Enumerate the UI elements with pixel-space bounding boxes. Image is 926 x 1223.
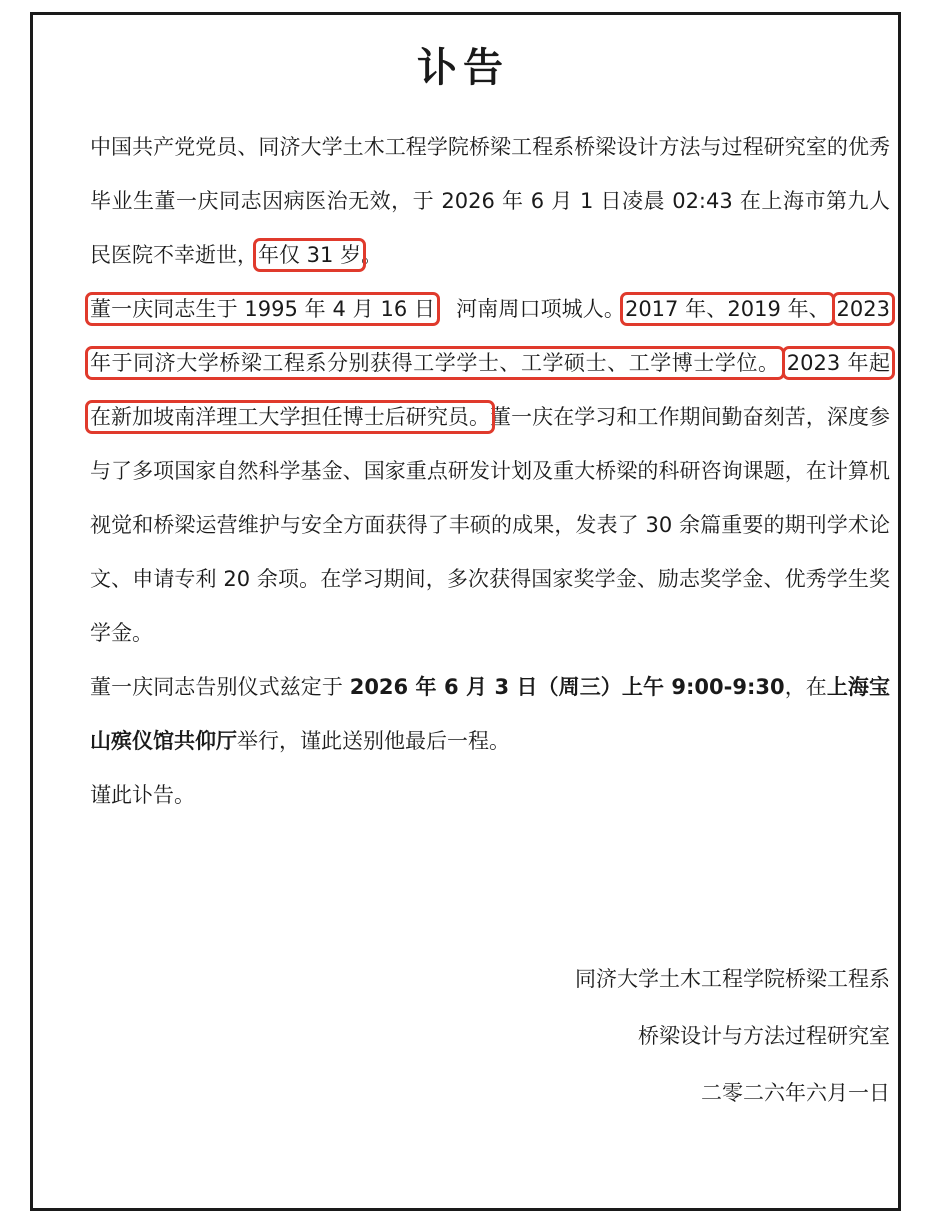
signature-lab: 桥梁设计与方法过程研究室 xyxy=(638,1024,890,1048)
age-highlight: 年仅 31 岁 xyxy=(258,243,362,267)
page-title: 讣告 xyxy=(417,45,509,91)
death-details-text: 中国共产党党员、同济大学土木工程学院桥梁工程系桥梁设计方法与过程研究室的优秀毕业生董一庆同志因病医治无效，于 2026 年 6 月 1 日凌晨 02:43 在上海市第九人民医院不幸逝世， xyxy=(90,135,890,267)
signature-date: 二零二六年六月一日 xyxy=(701,1081,890,1105)
period-text: 。 xyxy=(361,243,383,267)
birth-date-highlight: 董一庆同志生于 1995 年 4 月 16 日 xyxy=(90,297,436,321)
notice-body xyxy=(40,120,890,822)
ceremony-lead-text: 董一庆同志告别仪式兹定于 xyxy=(90,675,350,699)
ceremony-mid-text: ，在 xyxy=(784,675,827,699)
paragraph-closing: 谨此讣告。 xyxy=(90,783,195,807)
degree-years-highlight: 2017 年、2019 年、 xyxy=(624,297,830,321)
achievements-text: 董一庆在学习和工作期间勤奋刻苦，深度参与了多项国家自然科学基金、国家重点研发计划及重大桥梁的科研咨询课题，在计算机视觉和桥梁运营维护与安全方面获得了丰硕的成果，发表了 30 余篇重要的期刊学术论文、申请专利 20 余项。在学习期间，多次获得国家奖学金、励志奖学金、优秀学生奖学金。 xyxy=(90,405,891,645)
birthplace-text: ，河南周口项城人。 xyxy=(435,297,625,321)
ceremony-place: 上海宝山殡仪馆共仰厅 xyxy=(90,675,890,753)
postdoc-highlight: 2023 年起在新加坡南洋理工大学担任博士后研究员。 xyxy=(90,351,890,429)
ceremony-time: 2026 年 6 月 3 日（周三）上午 9:00-9:30 xyxy=(349,675,785,699)
paragraph-death-notice xyxy=(40,120,890,282)
ceremony-end-text: 举行，谨此送别他最后一程。 xyxy=(237,729,510,753)
paragraph-ceremony xyxy=(40,660,890,768)
signature-department: 同济大学土木工程学院桥梁工程系 xyxy=(575,967,890,991)
degrees-highlight: 2023 年于同济大学桥梁工程系分别获得工学学士、工学硕士、工学博士学位。 xyxy=(90,297,890,375)
paragraph-biography xyxy=(40,282,890,660)
